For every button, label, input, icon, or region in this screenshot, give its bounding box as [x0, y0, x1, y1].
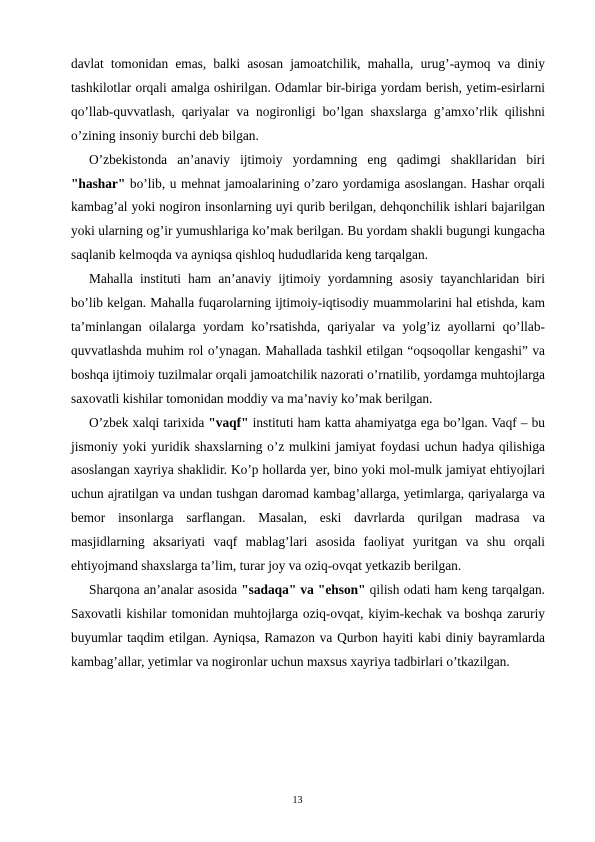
- paragraph-text: qilish odati ham keng tarqalgan. Saxovatli kishilar tomonidan muhtojlarga oziq-ovqat, kiyim-kechak va boshqa zaruriy buyumlar taqdim etilgan. Ayniqsa, Ramazon va Qurbon hayiti kabi diniy bayramlarda kambag’allar, yetimlar va nogironlar uchun maxsus xayriya tadbirlari o’tkazilgan.: [71, 581, 545, 669]
- page-number: 13: [292, 795, 303, 806]
- paragraph: [71, 411, 545, 578]
- paragraph-text: davlat tomonidan emas, balki asosan jamoatchilik, mahalla, urug’-aymoq va diniy tashkilotlar orqali amalga oshirilgan. Odamlar bir-biriga yordam berish, yetim-esirlarni qo’llab-quvvatlash, qariyalar va nogironligi bo’lgan shaxslarga g’amxo’rlik qilishni o’zining insoniy burchi deb bilgan.: [71, 56, 545, 143]
- bold-term: "vaqf": [208, 414, 249, 430]
- paragraph-text: O’zbek xalqi tarixida: [89, 414, 209, 430]
- paragraph-text: bo’lib, u mehnat jamoalarining o’zaro yordamiga asoslangan. Hashar orqali kambag’al yoki nogiron insonlarning uyi qurib berilgan, dehqonchilik ishlari bajarilgan yoki ularning og’ir yumushlariga ko’mak berilgan. Bu yordam shakli bugungi kungacha saqlanib kelmoqda va ayniqsa qishloq hududlarida keng tarqalgan.: [71, 175, 545, 263]
- paragraph-text: instituti ham katta ahamiyatga ega bo’lgan. Vaqf – bu jismoniy yoki yuridik shaxslarning o’z mulkini jamiyat foydasi uchun hadya qilishiga asoslangan xayriya shaklidir. Ko’p hollarda yer, bino yoki mol-mulk jamiyat ehtiyojlari uchun ajratilgan va undan tushgan daromad kambag’allarga, yetimlarga, qariyalarga va bemor insonlarga sarflangan. Masalan, eski davrlarda qurilgan madrasa va masjidlarning aksariyati vaqf mablag’lari asosida faoliyat yuritgan va shu orqali ehtiyojmand shaxslarga ta’lim, turar joy va oziq-ovqat yetkazib berilgan.: [71, 414, 546, 574]
- paragraph: [71, 578, 545, 674]
- paragraph-text: Sharqona an’analar asosida: [89, 581, 242, 597]
- paragraph-text: Mahalla instituti ham an’anaviy ijtimoiy yordamning asosiy tayanchlaridan biri bo’lib kelgan. Mahalla fuqarolarning ijtimoiy-iqtisodiy muammolarini hal etishda, kam ta’minlangan oilalarga yordam ko’rsatishda, qariyalar va yolg’iz ayollarni qo’llab-quvvatlashda muhim rol o’ynagan. Mahallada tashkil etilgan “oqsoqollar kengashi” va boshqa ijtimoiy tuzilmalar orqali jamoatchilik nazorati o’rnatilib, yordamga muhtojlarga saxovatli kishilar tomonidan moddiy va ma’naviy ko’mak berilgan.: [71, 271, 545, 406]
- paragraph: [71, 52, 545, 148]
- paragraph: [71, 267, 545, 410]
- paragraph-text: O’zbekistonda an’anaviy ijtimoiy yordamning eng qadimgi shakllaridan biri: [89, 151, 545, 167]
- document-page: [71, 52, 545, 674]
- paragraph: [71, 148, 545, 268]
- bold-term: "sadaqa" va "ehson": [241, 581, 366, 597]
- bold-term: "hashar": [71, 175, 126, 191]
